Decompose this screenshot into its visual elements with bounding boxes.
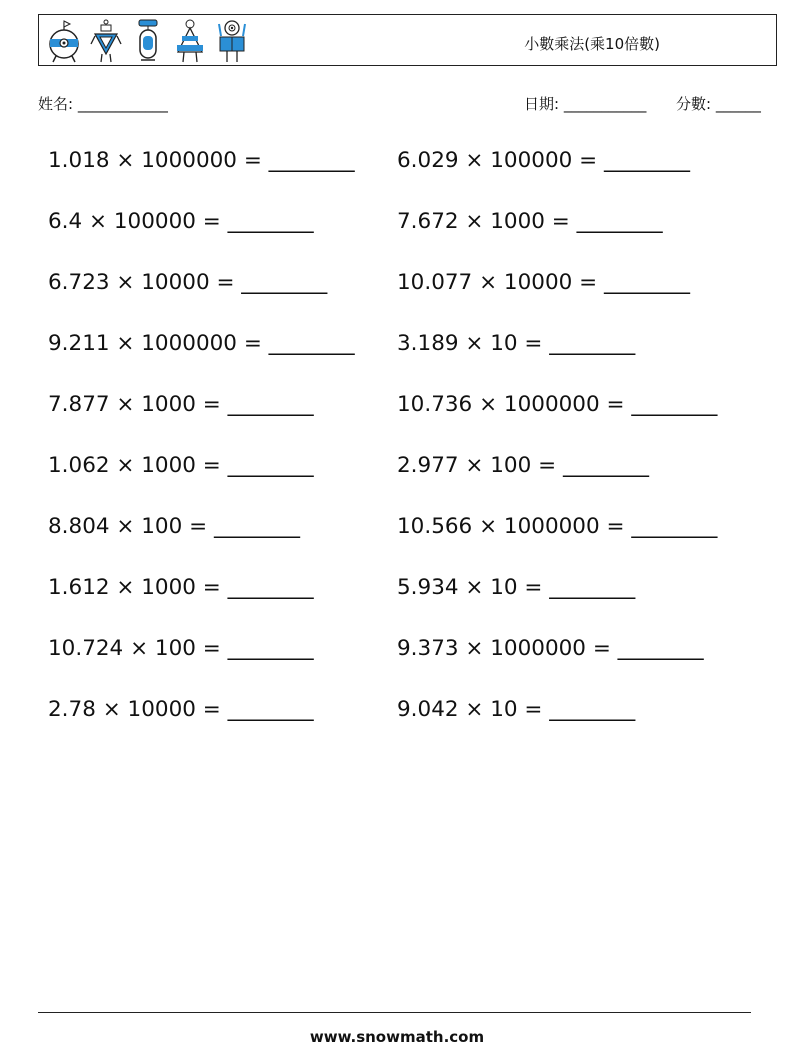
problem-10: 10.736 × 1000000 = ________ bbox=[397, 392, 718, 417]
robot-icon-row bbox=[47, 17, 249, 65]
problem-19: 2.78 × 10000 = ________ bbox=[48, 697, 314, 722]
footer-divider bbox=[38, 1012, 751, 1013]
worksheet-title: 小數乘法(乘10倍數) bbox=[524, 35, 660, 53]
problem-20: 9.042 × 10 = ________ bbox=[397, 697, 636, 722]
name-field-label: 姓名: ____________ bbox=[38, 95, 168, 113]
problem-11: 1.062 × 1000 = ________ bbox=[48, 453, 314, 478]
problem-5: 6.723 × 10000 = ________ bbox=[48, 270, 328, 295]
robot-book-icon bbox=[215, 18, 249, 64]
date-field-label: 日期: ___________ bbox=[524, 95, 647, 113]
problem-3: 6.4 × 100000 = ________ bbox=[48, 209, 314, 234]
problem-14: 10.566 × 1000000 = ________ bbox=[397, 514, 718, 539]
problem-13: 8.804 × 100 = ________ bbox=[48, 514, 300, 539]
problem-6: 10.077 × 10000 = ________ bbox=[397, 270, 690, 295]
problem-9: 7.877 × 1000 = ________ bbox=[48, 392, 314, 417]
problem-16: 5.934 × 10 = ________ bbox=[397, 575, 636, 600]
robot-triangle-icon bbox=[89, 18, 123, 64]
worksheet-header bbox=[38, 14, 777, 66]
problem-2: 6.029 × 100000 = ________ bbox=[397, 148, 690, 173]
problem-8: 3.189 × 10 = ________ bbox=[397, 331, 636, 356]
robot-capsule-icon bbox=[131, 18, 165, 64]
problem-17: 10.724 × 100 = ________ bbox=[48, 636, 314, 661]
footer-url: www.snowmath.com bbox=[309, 1028, 485, 1046]
robot-cone-icon bbox=[173, 18, 207, 64]
problem-18: 9.373 × 1000000 = ________ bbox=[397, 636, 704, 661]
problem-1: 1.018 × 1000000 = ________ bbox=[48, 148, 355, 173]
problem-12: 2.977 × 100 = ________ bbox=[397, 453, 649, 478]
problem-4: 7.672 × 1000 = ________ bbox=[397, 209, 663, 234]
problem-15: 1.612 × 1000 = ________ bbox=[48, 575, 314, 600]
score-field-label: 分數: ______ bbox=[676, 95, 761, 113]
robot-round-icon bbox=[47, 18, 81, 64]
problem-7: 9.211 × 1000000 = ________ bbox=[48, 331, 355, 356]
